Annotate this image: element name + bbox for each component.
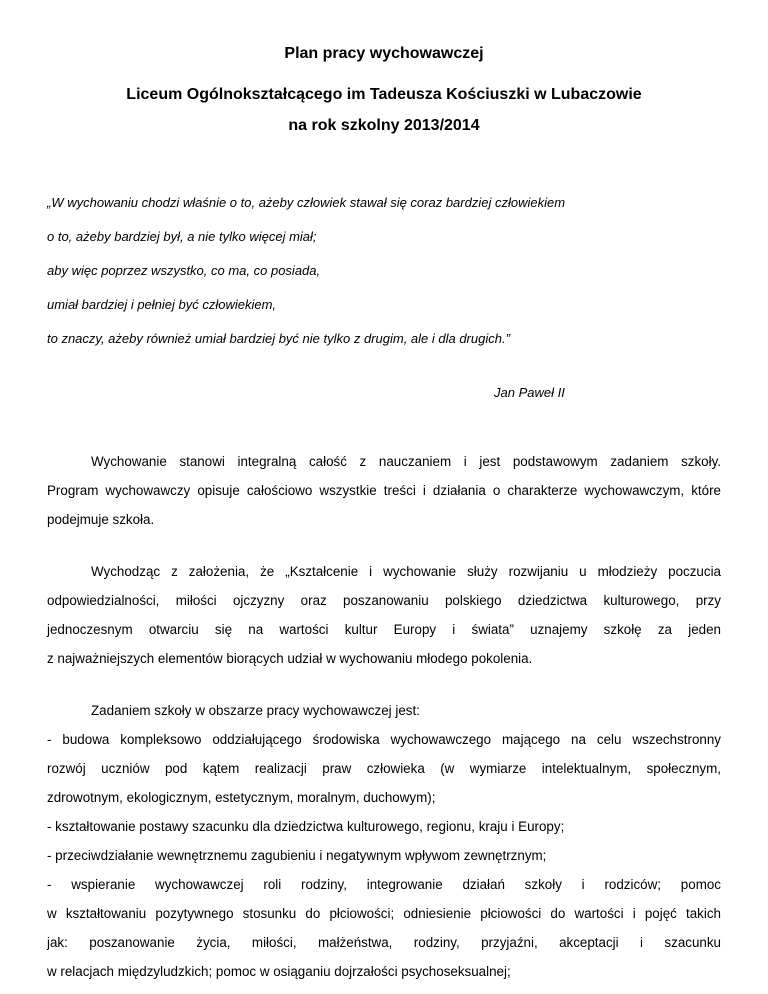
paragraph-1-line: Wychowanie stanowi integralną całość z nauczaniem i jest podstawowym zadaniem szkoły. [91,454,721,469]
title-line-3: na rok szkolny 2013/2014 [288,117,480,134]
paragraph-2-line: z najważniejszych elementów biorących udział w wychowaniu młodego pokolenia. [47,651,533,666]
task-line: rozwój uczniów pod kątem realizacji praw człowieka (w wymiarze intelektualnym, społecznym, [47,761,721,776]
task-line: - wspieranie wychowawczej roli rodziny, integrowanie działań szkoły i rodziców; pomoc [47,877,721,892]
task-line: - kształtowanie postawy szacunku dla dziedzictwa kulturowego, regionu, kraju i Europy; [47,819,565,834]
paragraph-2-line: Wychodząc z założenia, że „Kształcenie i wychowanie służy rozwijaniu u młodzieży poczucia [91,564,721,579]
paragraph-3-intro: Zadaniem szkoły w obszarze pracy wychowawczej jest: [91,703,420,718]
task-line: - budowa kompleksowo oddziałującego środowiska wychowawczego mającego na celu wszechstronny [47,732,721,747]
task-line: zdrowotnym, ekologicznym, estetycznym, moralnym, duchowym); [47,790,436,805]
paragraph-1-line: podejmuje szkoła. [47,512,155,527]
motto-line: umiał bardziej i pełniej być człowiekiem, [47,297,277,312]
paragraph-2-line: jednoczesnym otwarciu się na wartości kultur Europy i świata” uznajemy szkołę za jeden [47,622,721,637]
title-line-2: Liceum Ogólnokształcącego im Tadeusza Kościuszki w Lubaczowie [126,86,642,103]
motto-line: o to, ażeby bardziej był, a nie tylko więcej miał; [47,229,317,244]
task-line: w relacjach międzyludzkich; pomoc w osiąganiu dojrzałości psychoseksualnej; [47,964,511,979]
paragraph-2-line: odpowiedzialności, miłości ojczyzny oraz poszanowaniu polskiego dziedzictwa kulturowego, przy [47,593,721,608]
motto-author: Jan Paweł II [494,385,565,400]
task-line: w kształtowaniu pozytywnego stosunku do płciowości; odniesienie płciowości do wartości i pojęć takich [47,906,721,921]
motto-line: „W wychowaniu chodzi właśnie o to, ażeby człowiek stawał się coraz bardziej człowiekiem [47,195,566,210]
title-line-1: Plan pracy wychowawczej [284,45,484,62]
motto-line: aby więc poprzez wszystko, co ma, co posiada, [47,263,321,278]
paragraph-1-line: Program wychowawczy opisuje całościowo wszystkie treści i działania o charakterze wychowawczym, które [47,483,721,498]
task-line: jak: poszanowanie życia, miłości, małżeństwa, rodziny, przyjaźni, akceptacji i szacunku [47,935,721,950]
task-line: - przeciwdziałanie wewnętrznemu zagubieniu i negatywnym wpływom zewnętrznym; [47,848,547,863]
motto-line: to znaczy, ażeby również umiał bardziej być nie tylko z drugim, ale i dla drugich.” [47,331,510,346]
